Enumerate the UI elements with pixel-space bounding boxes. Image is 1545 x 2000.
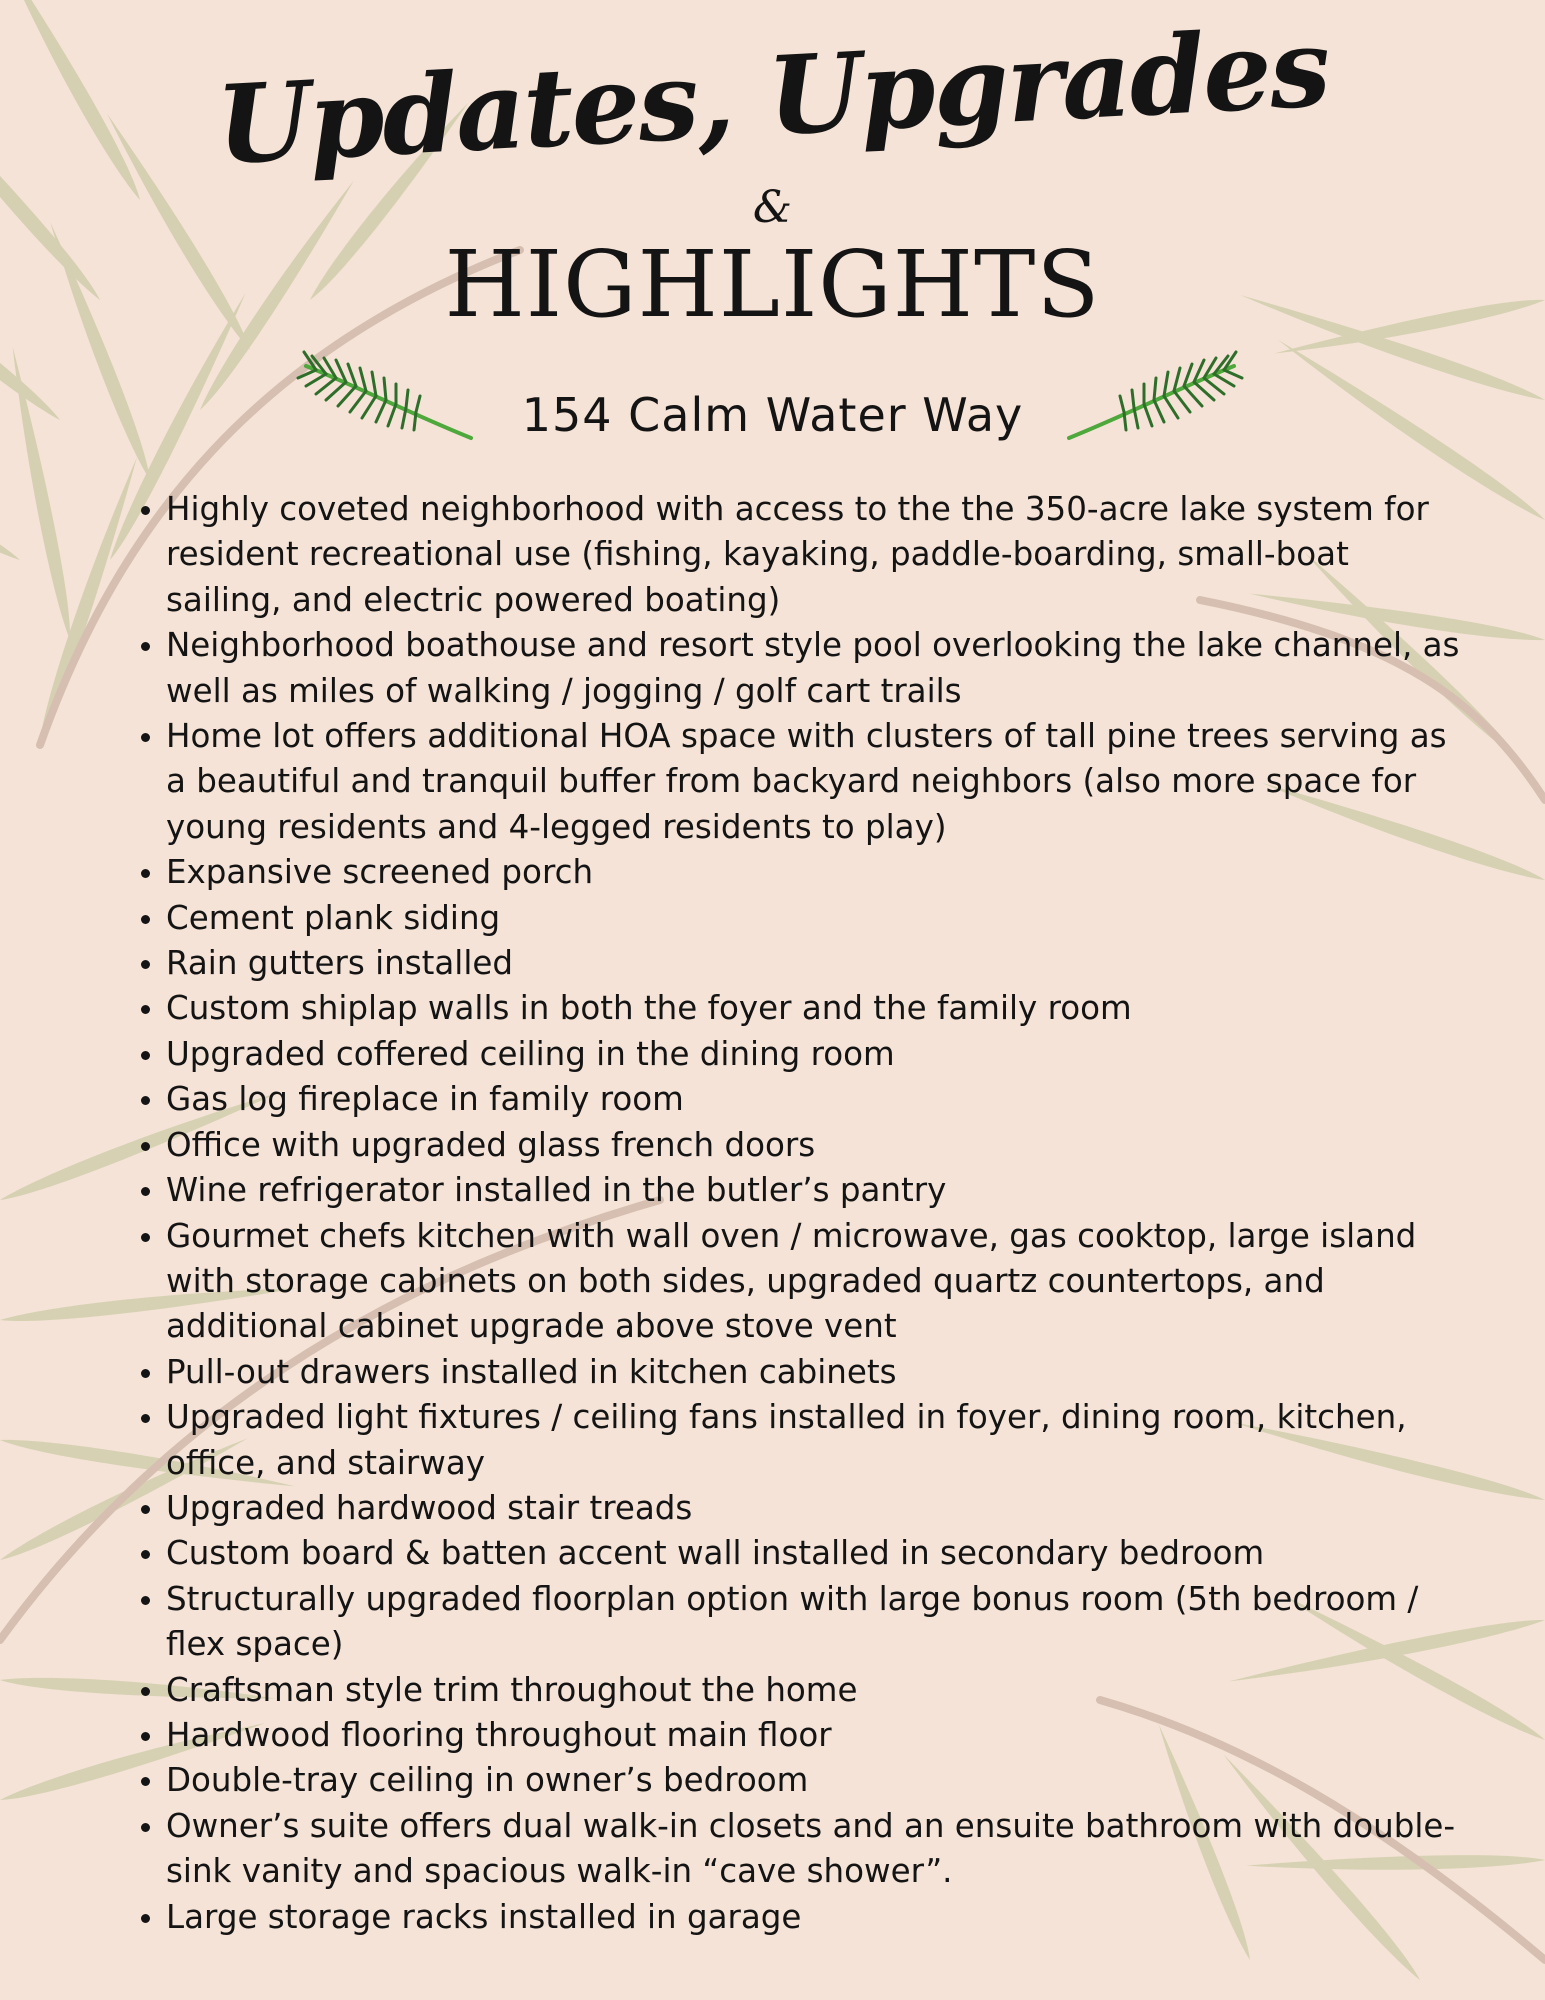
page-title: HIGHLIGHTS: [444, 231, 1101, 338]
list-item: • Highly coveted neighborhood with access to the the 350-acre lake system for resident recreational use (fishing, kayaking, paddle-boarding, small-boat sailing, and electric powered boating): [166, 487, 1466, 623]
list-item: • Large storage racks installed in garage: [166, 1895, 1466, 1940]
list-item: • Custom shiplap walls in both the foyer and the family room: [166, 986, 1466, 1031]
property-address: 154 Calm Water Way: [521, 388, 1024, 442]
list-item: • Gourmet chefs kitchen with wall oven / microwave, gas cooktop, large island with storage cabinets on both sides, upgraded quartz countertops, and additional cabinet upgrade above stove vent: [166, 1214, 1466, 1350]
list-item: • Expansive screened porch: [166, 850, 1466, 895]
ampersand: &: [752, 182, 793, 233]
list-item: • Hardwood flooring throughout main floor: [166, 1713, 1466, 1758]
highlights-list: [128, 487, 1466, 1940]
list-item: • Neighborhood boathouse and resort style pool overlooking the lake channel, as well as miles of walking / jogging / golf cart trails: [166, 623, 1466, 714]
list-item: • Owner’s suite offers dual walk-in closets and an ensuite bathroom with double-sink vanity and spacious walk-in “cave shower”.: [166, 1804, 1466, 1895]
list-item: • Pull-out drawers installed in kitchen cabinets: [166, 1350, 1466, 1395]
list-item: • Craftsman style trim throughout the home: [166, 1668, 1466, 1713]
list-item: • Upgraded hardwood stair treads: [166, 1486, 1466, 1531]
list-item: • Wine refrigerator installed in the butler’s pantry: [166, 1168, 1466, 1213]
list-item: • Structurally upgraded floorplan option with large bonus room (5th bedroom / flex space): [166, 1577, 1466, 1668]
list-item: • Double-tray ceiling in owner’s bedroom: [166, 1758, 1466, 1803]
list-item: • Upgraded coffered ceiling in the dining room: [166, 1032, 1466, 1077]
list-item: • Gas log fireplace in family room: [166, 1077, 1466, 1122]
list-item: • Cement plank siding: [166, 896, 1466, 941]
list-item: • Home lot offers additional HOA space with clusters of tall pine trees serving as a beautiful and tranquil buffer from backyard neighbors (also more space for young residents and 4-legged residents to play): [166, 714, 1466, 850]
list-item: • Upgraded light fixtures / ceiling fans installed in foyer, dining room, kitchen, office, and stairway: [166, 1395, 1466, 1486]
palm-sprig-icon: [1064, 346, 1244, 446]
list-item: • Office with upgraded glass french doors: [166, 1123, 1466, 1168]
list-item: • Custom board & batten accent wall installed in secondary bedroom: [166, 1531, 1466, 1576]
list-item: • Rain gutters installed: [166, 941, 1466, 986]
script-title: Updates, Upgrades: [213, 4, 1332, 190]
